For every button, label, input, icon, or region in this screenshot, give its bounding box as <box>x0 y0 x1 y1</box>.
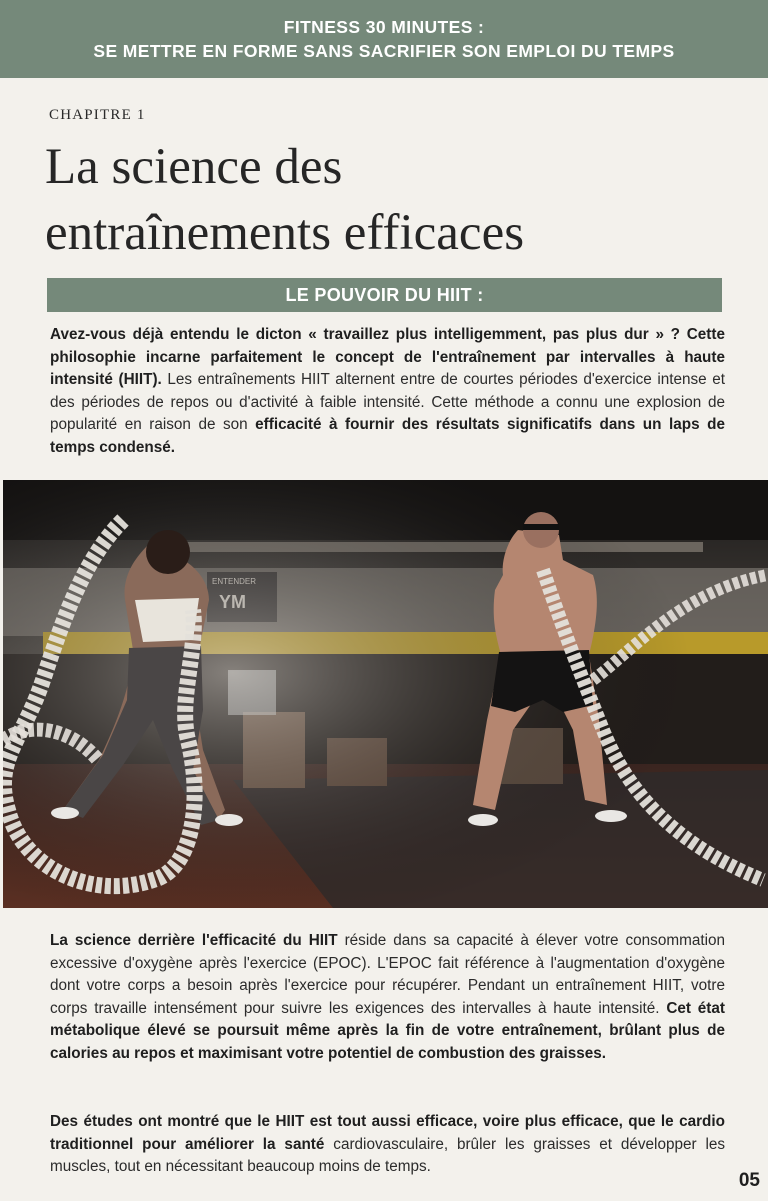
chapter-label: CHAPITRE 1 <box>49 107 146 123</box>
intro-paragraph <box>50 324 725 460</box>
page-title <box>45 134 745 266</box>
intro-bold-end: efficacité à fournir des résultats significatifs dans un laps de temps condensé. <box>50 416 725 456</box>
studies-bold-intro: Des études ont montré que le HIIT est tout aussi efficace, voire plus efficace, que le cardio traditionnel pour améliorer la santé <box>50 1113 725 1153</box>
page-title-line1: La science des <box>45 139 343 195</box>
header-banner <box>0 0 768 78</box>
studies-paragraph <box>50 1111 725 1179</box>
epoc-bold-end: Cet état métabolique élevé se poursuit même après la fin de votre entraînement, brûlant plus de calories au repos et maximisant votre potentiel de combustion des graisses. <box>50 999 725 1062</box>
epoc-paragraph <box>50 930 725 1066</box>
header-title-line2: SE METTRE EN FORME SANS SACRIFIER SON EMPLOI DU TEMPS <box>93 41 675 61</box>
epoc-bold-intro: La science derrière l'efficacité du HIIT <box>50 932 338 949</box>
page-title-line2: entraînements efficaces <box>45 205 525 261</box>
studies-text: cardiovasculaire, brûler les graisses et développer les muscles, tout en nécessitant beaucoup moins de temps. <box>50 1135 726 1176</box>
section-heading: LE POUVOIR DU HIIT : <box>47 278 722 312</box>
epoc-text: réside dans sa capacité à élever votre consommation excessive d'oxygène après l'exercice (EPOC). L'EPOC fait référence à l'augmentation d'oxygène dont votre corps a besoin après l'exercice pour récupérer. Pendant un entraînement HIIT, votre corps travaille intensément pour suivre les exigences des intervalles à haute intensité. <box>50 932 725 1017</box>
intro-text: Les entraînements HIIT alternent entre de courtes périodes d'exercice intense et des périodes de repos ou d'activité à faible intensité. Cette méthode a connu une explosion de popularité en raison de son <box>50 371 725 434</box>
battle-ropes-photo <box>3 480 768 908</box>
intro-bold-text: Avez-vous déjà entendu le dicton « travaillez plus intelligemment, pas plus dur » ? Cette philosophie incarne parfaitement le concept de l'entraînement par intervalles à haute intensité (HIIT). <box>50 326 725 389</box>
header-title-line1: FITNESS 30 MINUTES : <box>283 17 485 37</box>
page-number: 05 <box>738 1170 760 1191</box>
